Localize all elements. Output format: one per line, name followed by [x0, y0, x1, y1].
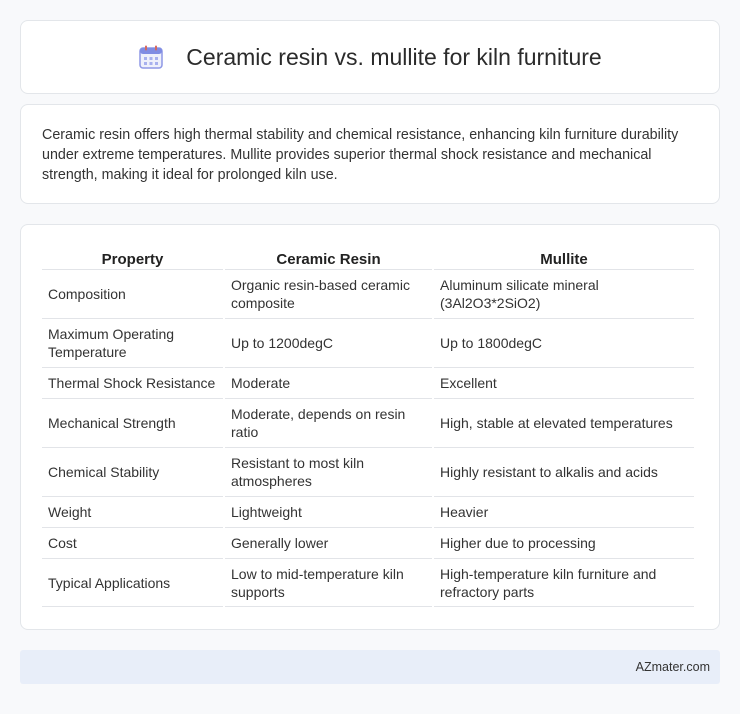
table-row	[42, 318, 694, 367]
column-header-mullite: Mullite	[540, 250, 588, 268]
table-cell: Moderate	[225, 367, 432, 398]
table-cell: Up to 1800degC	[434, 318, 694, 367]
table-cell: Moderate, depends on resin ratio	[225, 398, 432, 447]
table-cell: Chemical Stability	[42, 447, 223, 496]
summary-card	[20, 104, 720, 204]
table-cell: Cost	[42, 527, 223, 558]
table-cell: Up to 1200degC	[225, 318, 432, 367]
table-row	[42, 447, 694, 496]
title-card	[20, 20, 720, 94]
calendar-icon	[138, 44, 164, 70]
table-row	[42, 367, 694, 398]
summary-text: Ceramic resin offers high thermal stability and chemical resistance, enhancing kiln furniture durability under extreme temperatures. Mullite provides superior thermal shock resistance and mechanical strength, making it ideal for prolonged kiln use.	[42, 127, 679, 183]
table-cell: High, stable at elevated temperatures	[434, 398, 694, 447]
table-cell: Low to mid-temperature kiln supports	[225, 558, 432, 607]
table-cell: Maximum Operating Temperature	[42, 318, 223, 367]
column-header-property: Property	[101, 250, 164, 268]
table-row	[42, 558, 694, 607]
table-cell: Heavier	[434, 496, 694, 527]
table-row	[42, 527, 694, 558]
table-row	[42, 398, 694, 447]
table-cell: Organic resin-based ceramic composite	[225, 269, 432, 318]
table-cell: Resistant to most kiln atmospheres	[225, 447, 432, 496]
footer-brand: AZmater.com	[635, 660, 710, 674]
table-cell: Generally lower	[225, 527, 432, 558]
table-cell: Excellent	[434, 367, 694, 398]
table-row	[42, 496, 694, 527]
footer	[20, 650, 720, 684]
table-cell: Lightweight	[225, 496, 432, 527]
table-header-row	[42, 245, 694, 269]
table-cell: Mechanical Strength	[42, 398, 223, 447]
table-cell: Typical Applications	[42, 558, 223, 607]
table-cell: High-temperature kiln furniture and refractory parts	[434, 558, 694, 607]
comparison-table	[40, 245, 696, 607]
table-cell: Composition	[42, 269, 223, 318]
table-cell: Thermal Shock Resistance	[42, 367, 223, 398]
table-cell: Highly resistant to alkalis and acids	[434, 447, 694, 496]
page-title: Ceramic resin vs. mullite for kiln furniture	[186, 43, 602, 70]
comparison-card	[20, 224, 720, 630]
table-cell: Higher due to processing	[434, 527, 694, 558]
table-row	[42, 269, 694, 318]
column-header-ceramic-resin: Ceramic Resin	[276, 250, 381, 268]
table-cell: Weight	[42, 496, 223, 527]
table-cell: Aluminum silicate mineral (3Al2O3*2SiO2)	[434, 269, 694, 318]
